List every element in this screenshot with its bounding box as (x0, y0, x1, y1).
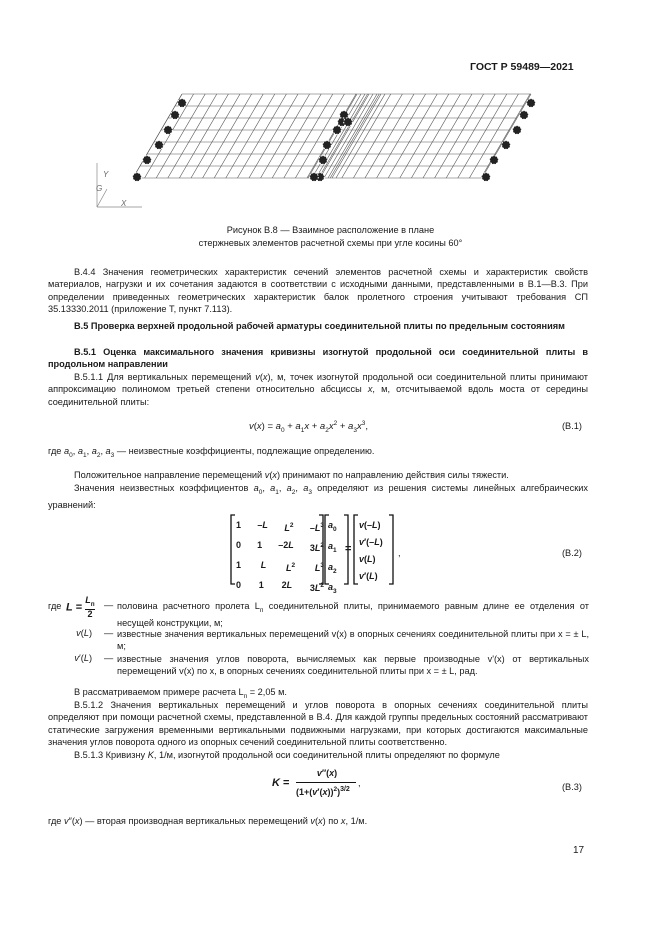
heading-b5: В.5 Проверка верхней продольной рабочей арматуры соединительной плиты по предельным состояниям (74, 321, 565, 331)
paragraph-example: В рассматриваемом примере расчета $L_п = 2,05$ м. (74, 687, 287, 700)
support-marker (333, 126, 342, 135)
grid-line (203, 94, 252, 178)
support-marker (133, 173, 142, 182)
grid-line (214, 94, 263, 178)
equation-b3-bar (296, 782, 356, 783)
figure-caption-2: стержневых элементов расчетной схемы при угле косины 60° (198, 238, 463, 248)
paragraph-b511: В.5.1.1 Для вертикальных перемещений v(x), м, точек изогнутой продольной оси соединительной плиты принимают аппроксимацию полиномом третьей степени относительно абсциссы x, м, отсчитываемой вдоль моста от середины соединительной плиты: (48, 372, 589, 407)
grid-line (365, 94, 414, 178)
equation-b3-numerator: v″(x) (316, 768, 338, 778)
grid-line (168, 94, 217, 178)
grid-line (312, 94, 361, 178)
grid-line (330, 94, 379, 178)
standard-code: ГОСТ Р 59489—2021 (470, 61, 574, 73)
grid-line (191, 94, 240, 178)
half-span-formula: $L = L_п$ 2 (66, 595, 95, 619)
equation-b1: $v(x) = a_0 + a_1x + a_2x^2 + a_3x^3$, (249, 420, 368, 435)
grid-line (295, 94, 344, 178)
grid-line (469, 94, 518, 178)
grid-line (423, 94, 472, 178)
term-dvL: v′(L) (74, 653, 92, 663)
def-dvL: известные значения углов поворота, вычисляемых как первые производные v'(x) от вертикальных перемещений v(x) по x, в опорных сечениях соединительной плиты при x = ± L, рад. (117, 654, 589, 677)
equation-b2-number: (В.2) (562, 548, 582, 558)
support-marker (482, 173, 491, 182)
axis-y-label: Y (103, 170, 109, 179)
equation-b1-number: (В.1) (562, 421, 582, 431)
grid-line (272, 94, 321, 178)
paragraph-b44: В.4.4 Значения геометрических характеристик сечений элементов расчетной схемы и характеристик свойств материалов, нагрузки и их сочетания задаются в соответствии с исходными данными, представленными в В.1—В.3. При определении приведенных геометрических характеристик балок пролетного строения учитывают требования СП 35.13330.2011 (приложение Т, пункт 7.113). (48, 267, 588, 315)
equation-b3-lhs: K = (272, 777, 290, 789)
grid-line (284, 94, 333, 178)
grid-line (446, 94, 495, 178)
support-marker (520, 111, 529, 120)
support-marker (323, 141, 332, 150)
figure-caption-1: Рисунок В.8 — Взаимное расположение в плане (226, 225, 435, 235)
grid-line (237, 94, 286, 178)
grid-line (261, 94, 310, 178)
axis-x-label: X (121, 199, 127, 208)
coefficient-matrix: 1 –L $L^2$ $-L^3$ 0 1 –2L $3L^2$ 1 L $L^2$ $L^3$ 0 1 2L $3L^2$ (236, 520, 324, 593)
second-derivative-definition: где v″(x) — вторая производная вертикальных перемещений v(x) по x, 1/м. (48, 816, 368, 826)
grid-line (316, 94, 365, 178)
grid-line (388, 94, 437, 178)
equation-b3-denominator: $(1+(v'(x))^2)^{3/2}$ (296, 786, 350, 797)
equals-sign: = (345, 543, 352, 555)
support-marker (344, 118, 353, 127)
grid-line (328, 94, 377, 178)
support-marker (513, 126, 522, 135)
grid-line (342, 94, 391, 178)
grid-line (481, 94, 530, 178)
axis-g-label: G (96, 184, 103, 193)
def-L: половина расчетного пролета $L_п$ соединительной плиты, принимаемого равным длине ее отделения от несущей конструкции, м; (117, 601, 589, 629)
coefficients-definition: где $a_0$, $a_1$, $a_2$, $a_3$ — неизвестные коэффициенты, подлежащие определению. (48, 446, 375, 459)
grid-line (320, 94, 369, 178)
comma: , (398, 548, 401, 558)
comma-b3: , (358, 778, 361, 788)
grid-line (249, 94, 298, 178)
unknown-vector: $a_0$ $a_1$ $a_2$ $a_3$ (328, 520, 337, 596)
equation-b3-number: (В.3) (562, 782, 582, 792)
support-marker (527, 99, 536, 108)
grid-line (308, 94, 357, 178)
support-marker (502, 141, 511, 150)
grid-line (377, 94, 426, 178)
support-marker (143, 156, 152, 165)
support-marker (155, 141, 164, 150)
where-label: где (48, 601, 62, 611)
skew-grid-figure (80, 85, 550, 215)
rhs-vector: v(–L) v′(–L) v(L) v′(L) (359, 520, 383, 581)
support-marker (164, 126, 173, 135)
grid-line (400, 94, 449, 178)
def-vL: известные значения вертикальных перемещений v(x) в опорных сечениях соединительной плиты при x = ± L, м; (117, 629, 589, 652)
grid-line (458, 94, 507, 178)
support-marker (310, 173, 319, 182)
grid-line (411, 94, 460, 178)
term-vL: v(L) (76, 628, 92, 638)
paragraph-b512: В.5.1.2 Значения вертикальных перемещений и углов поворота в опорных сечениях соединительной плиты определяют при помощи расчетной схемы, представленной в В.4. Для каждой группы предельных состояний рассматривают статические загружения временными вертикальными подвижными нагрузками, при которых достигаются максимальные значения углов поворота одного из опорных сечений соединительной плиты соответственно. (48, 700, 588, 748)
grid-verticals (133, 94, 530, 178)
paragraph-coefficient-values: Значения неизвестных коэффициентов $a_0$, $a_1$, $a_2$, $a_3$ определяют из решения системы линейных алгебраических уравнений: (48, 483, 589, 511)
paragraph-b513: В.5.1.3 Кривизну K, 1/м, изогнутой продольной оси соединительной плиты определяют по формуле (74, 750, 500, 760)
support-marker (319, 156, 328, 165)
grid-line (332, 94, 381, 178)
paragraph-positive-direction: Положительное направление перемещений v(x) принимают по направлению действия силы тяжести. (74, 470, 509, 480)
page-number: 17 (573, 845, 585, 856)
grid-line (179, 94, 228, 178)
grid-line (226, 94, 275, 178)
support-marker (490, 156, 499, 165)
grid-line (145, 94, 194, 178)
grid-line (435, 94, 484, 178)
heading-b51: В.5.1 Оценка максимального значения кривизны изогнутой продольной оси соединительной плиты в продольном направлении (48, 347, 588, 370)
support-marker (178, 99, 187, 108)
support-marker (171, 111, 180, 120)
grid-line (133, 94, 182, 178)
